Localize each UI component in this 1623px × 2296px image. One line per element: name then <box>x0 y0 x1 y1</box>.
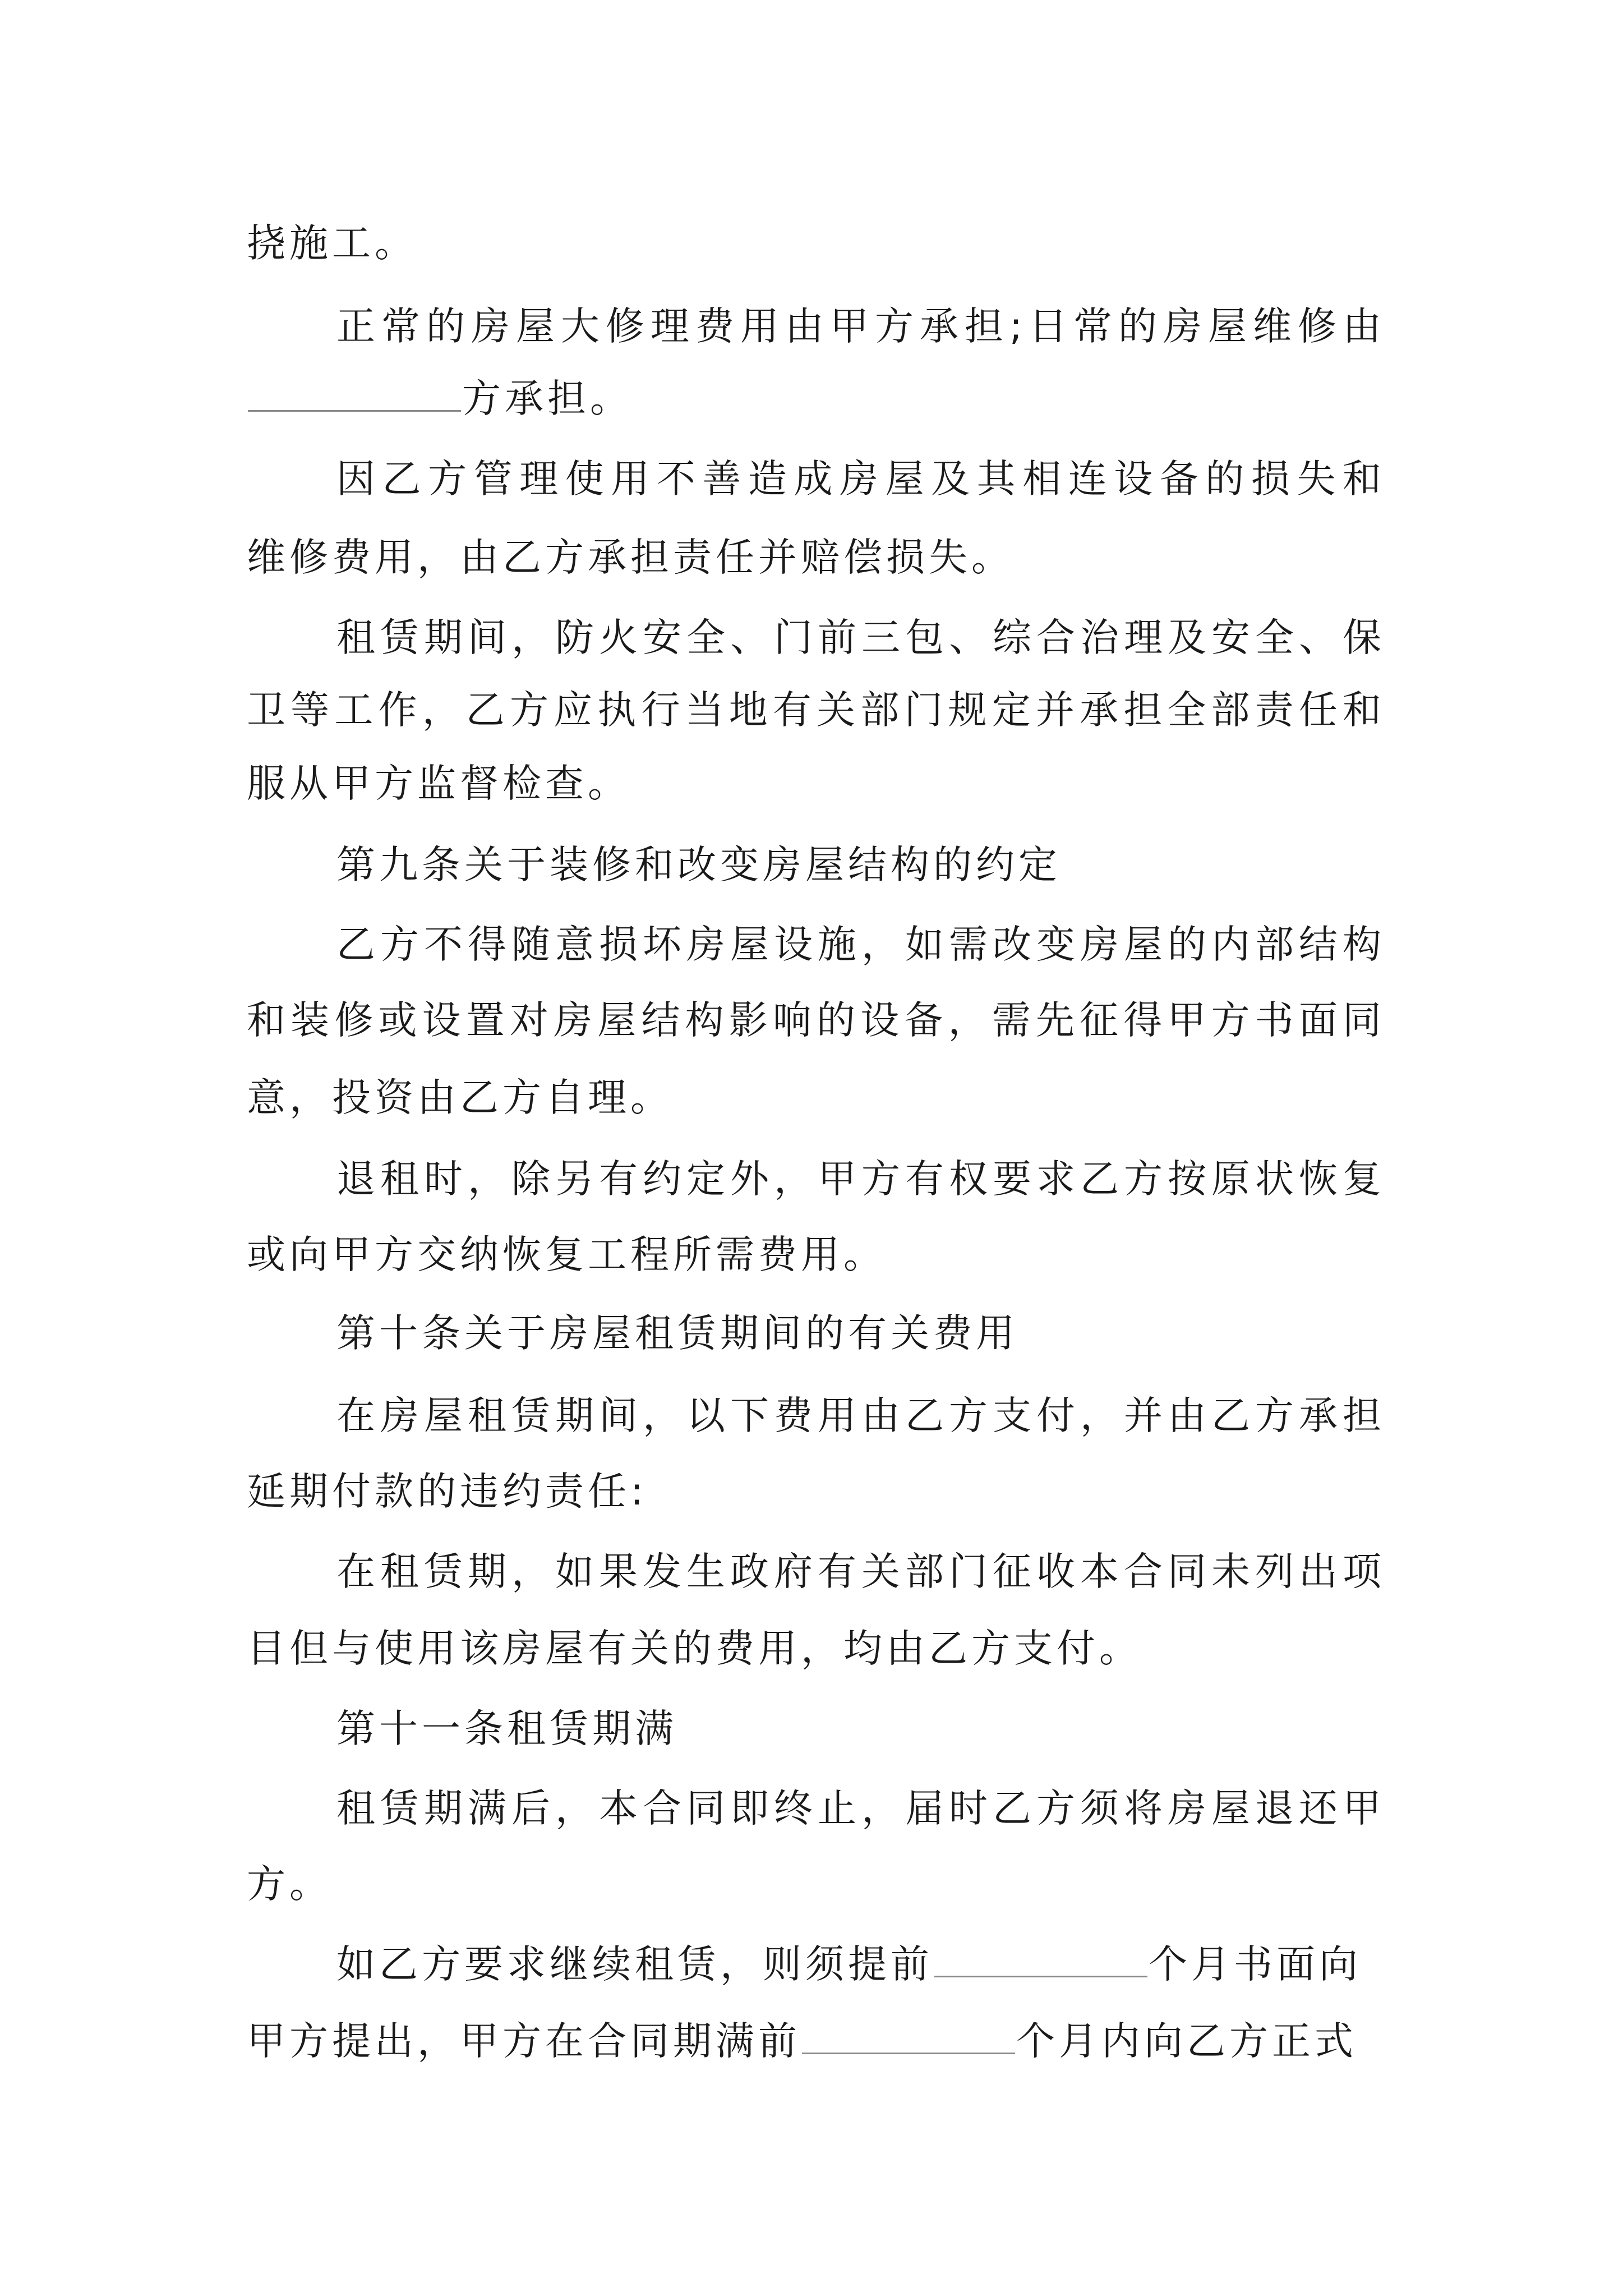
paragraph-line: 目但与使用该房屋有关的费用，均由乙方支付。 <box>247 1626 1142 1671</box>
paragraph-line: 卫等工作，乙方应执行当地有关部门规定并承担全部责任和 <box>247 688 1385 733</box>
paragraph-line: 退租时，除另有约定外，甲方有权要求乙方按原状恢复 <box>336 1157 1385 1202</box>
paragraph-line: 意，投资由乙方自理。 <box>247 1075 673 1120</box>
paragraph-line: 在房屋租赁期间，以下费用由乙方支付，并由乙方承担 <box>336 1393 1385 1438</box>
paragraph-line: 或向甲方交纳恢复工程所需费用。 <box>247 1232 886 1277</box>
line-text: 甲方提出，甲方在合同期满前 <box>247 2019 801 2064</box>
line-text: 个月书面向 <box>1149 1942 1362 1987</box>
paragraph-line: 维修费用，由乙方承担责任并赔偿损失。 <box>247 535 1014 580</box>
fill-in-blank <box>248 409 461 412</box>
paragraph-line: 因乙方管理使用不善造成房屋及其相连设备的损失和 <box>336 457 1385 501</box>
fill-in-blank <box>934 1975 1147 1977</box>
paragraph-line <box>247 376 1385 421</box>
paragraph-line: 方。 <box>247 1862 332 1907</box>
paragraph-line <box>247 2019 1385 2064</box>
paragraph-line: 挠施工。 <box>247 221 417 266</box>
fill-in-blank <box>802 2052 1015 2054</box>
paragraph-line: 服从甲方监督检查。 <box>247 761 630 806</box>
paragraph-line: 正常的房屋大修理费用由甲方承担;日常的房屋维修由 <box>336 304 1385 349</box>
paragraph-line <box>336 1942 1385 1987</box>
paragraph-line: 延期付款的违约责任: <box>247 1469 648 1514</box>
paragraph-line: 租赁期间，防火安全、门前三包、综合治理及安全、保 <box>336 615 1385 660</box>
paragraph-line: 和装修或设置对房屋结构影响的设备，需先征得甲方书面同 <box>247 998 1385 1043</box>
line-text: 如乙方要求继续租赁，则须提前 <box>336 1942 933 1987</box>
paragraph-line: 租赁期满后，本合同即终止，届时乙方须将房屋退还甲 <box>336 1786 1385 1831</box>
paragraph-line: 乙方不得随意损坏房屋设施，如需改变房屋的内部结构 <box>336 922 1385 967</box>
section-heading: 第九条关于装修和改变房屋结构的约定 <box>336 843 1061 887</box>
section-heading: 第十一条租赁期满 <box>336 1706 677 1751</box>
section-heading: 第十条关于房屋租赁期间的有关费用 <box>336 1311 1018 1356</box>
paragraph-line: 在租赁期，如果发生政府有关部门征收本合同未列出项 <box>336 1549 1385 1594</box>
line-text: 方承担。 <box>462 376 633 421</box>
line-text: 个月内向乙方正式 <box>1016 2019 1357 2064</box>
